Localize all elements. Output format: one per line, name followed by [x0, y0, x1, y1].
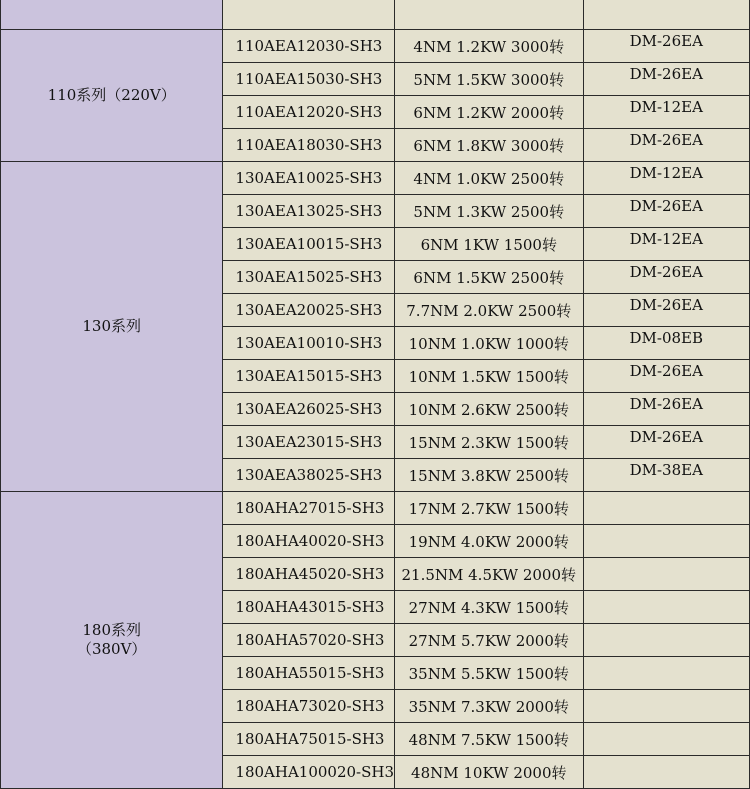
spec-cell: 35NM 7.3KW 2000转 — [395, 690, 584, 723]
drive-cell: DM-26EA — [583, 360, 749, 393]
series-cell-partial — [1, 0, 223, 30]
drive-cell — [583, 492, 749, 525]
spec-cell: 27NM 5.7KW 2000转 — [395, 624, 584, 657]
spec-cell: 5NM 1.3KW 2500转 — [395, 195, 584, 228]
drive-cell: DM-12EA — [583, 96, 749, 129]
model-cell: 110AEA18030-SH3 — [223, 129, 395, 162]
model-cell: 180AHA43015-SH3 — [223, 591, 395, 624]
table-row-partial — [1, 0, 750, 30]
spec-cell-partial — [395, 0, 584, 30]
drive-cell — [583, 723, 749, 756]
drive-cell-partial — [583, 0, 749, 30]
drive-cell: DM-38EA — [583, 459, 749, 492]
spec-cell: 4NM 1.2KW 3000转 — [395, 30, 584, 63]
model-cell: 180AHA27015-SH3 — [223, 492, 395, 525]
drive-cell: DM-26EA — [583, 195, 749, 228]
model-cell: 130AEA20025-SH3 — [223, 294, 395, 327]
series-label-line: 110系列（220V） — [47, 86, 176, 104]
drive-cell: DM-08EB — [583, 327, 749, 360]
spec-cell: 6NM 1KW 1500转 — [395, 228, 584, 261]
model-cell: 180AHA55015-SH3 — [223, 657, 395, 690]
model-cell: 110AEA12020-SH3 — [223, 96, 395, 129]
table-body — [1, 0, 750, 789]
drive-cell: DM-26EA — [583, 393, 749, 426]
spec-cell: 6NM 1.8KW 3000转 — [395, 129, 584, 162]
drive-cell — [583, 756, 749, 789]
table-row — [1, 30, 750, 63]
spec-cell: 48NM 10KW 2000转 — [395, 756, 584, 789]
drive-cell — [583, 624, 749, 657]
model-cell-partial — [223, 0, 395, 30]
drive-cell: DM-26EA — [583, 63, 749, 96]
model-cell: 130AEA15025-SH3 — [223, 261, 395, 294]
drive-cell: DM-12EA — [583, 228, 749, 261]
drive-cell: DM-26EA — [583, 30, 749, 63]
drive-cell: DM-26EA — [583, 426, 749, 459]
series-label-line: 130系列 — [82, 317, 142, 335]
series-label-line: 180系列 — [82, 621, 142, 639]
model-cell: 130AEA10010-SH3 — [223, 327, 395, 360]
drive-cell — [583, 690, 749, 723]
model-cell: 180AHA75015-SH3 — [223, 723, 395, 756]
model-cell: 180AHA45020-SH3 — [223, 558, 395, 591]
drive-cell: DM-12EA — [583, 162, 749, 195]
model-cell: 180AHA100020-SH3 — [223, 756, 395, 789]
spec-cell: 17NM 2.7KW 1500转 — [395, 492, 584, 525]
model-cell: 130AEA15015-SH3 — [223, 360, 395, 393]
spec-cell: 6NM 1.2KW 2000转 — [395, 96, 584, 129]
series-cell — [1, 30, 223, 162]
spec-cell: 5NM 1.5KW 3000转 — [395, 63, 584, 96]
spec-cell: 21.5NM 4.5KW 2000转 — [395, 558, 584, 591]
spec-cell: 10NM 1.0KW 1000转 — [395, 327, 584, 360]
spec-cell: 27NM 4.3KW 1500转 — [395, 591, 584, 624]
table-row — [1, 492, 750, 525]
series-label-line: （380V） — [76, 640, 147, 658]
spec-cell: 15NM 2.3KW 1500转 — [395, 426, 584, 459]
model-cell: 130AEA26025-SH3 — [223, 393, 395, 426]
spec-cell: 48NM 7.5KW 1500转 — [395, 723, 584, 756]
drive-cell — [583, 591, 749, 624]
model-cell: 180AHA73020-SH3 — [223, 690, 395, 723]
drive-cell — [583, 558, 749, 591]
spec-cell: 19NM 4.0KW 2000转 — [395, 525, 584, 558]
spec-cell: 10NM 1.5KW 1500转 — [395, 360, 584, 393]
model-cell: 130AEA10025-SH3 — [223, 162, 395, 195]
spec-cell: 6NM 1.5KW 2500转 — [395, 261, 584, 294]
table-row — [1, 162, 750, 195]
drive-cell: DM-26EA — [583, 294, 749, 327]
drive-cell — [583, 657, 749, 690]
model-cell: 130AEA10015-SH3 — [223, 228, 395, 261]
model-cell: 110AEA12030-SH3 — [223, 30, 395, 63]
model-cell: 180AHA57020-SH3 — [223, 624, 395, 657]
series-cell — [1, 492, 223, 789]
model-cell: 180AHA40020-SH3 — [223, 525, 395, 558]
model-cell: 130AEA38025-SH3 — [223, 459, 395, 492]
spec-cell: 4NM 1.0KW 2500转 — [395, 162, 584, 195]
series-cell — [1, 162, 223, 492]
drive-cell: DM-26EA — [583, 261, 749, 294]
spec-cell: 7.7NM 2.0KW 2500转 — [395, 294, 584, 327]
drive-cell: DM-26EA — [583, 129, 749, 162]
spec-cell: 35NM 5.5KW 1500转 — [395, 657, 584, 690]
model-cell: 130AEA13025-SH3 — [223, 195, 395, 228]
spec-cell: 10NM 2.6KW 2500转 — [395, 393, 584, 426]
model-cell: 130AEA23015-SH3 — [223, 426, 395, 459]
drive-cell — [583, 525, 749, 558]
model-cell: 110AEA15030-SH3 — [223, 63, 395, 96]
spec-cell: 15NM 3.8KW 2500转 — [395, 459, 584, 492]
